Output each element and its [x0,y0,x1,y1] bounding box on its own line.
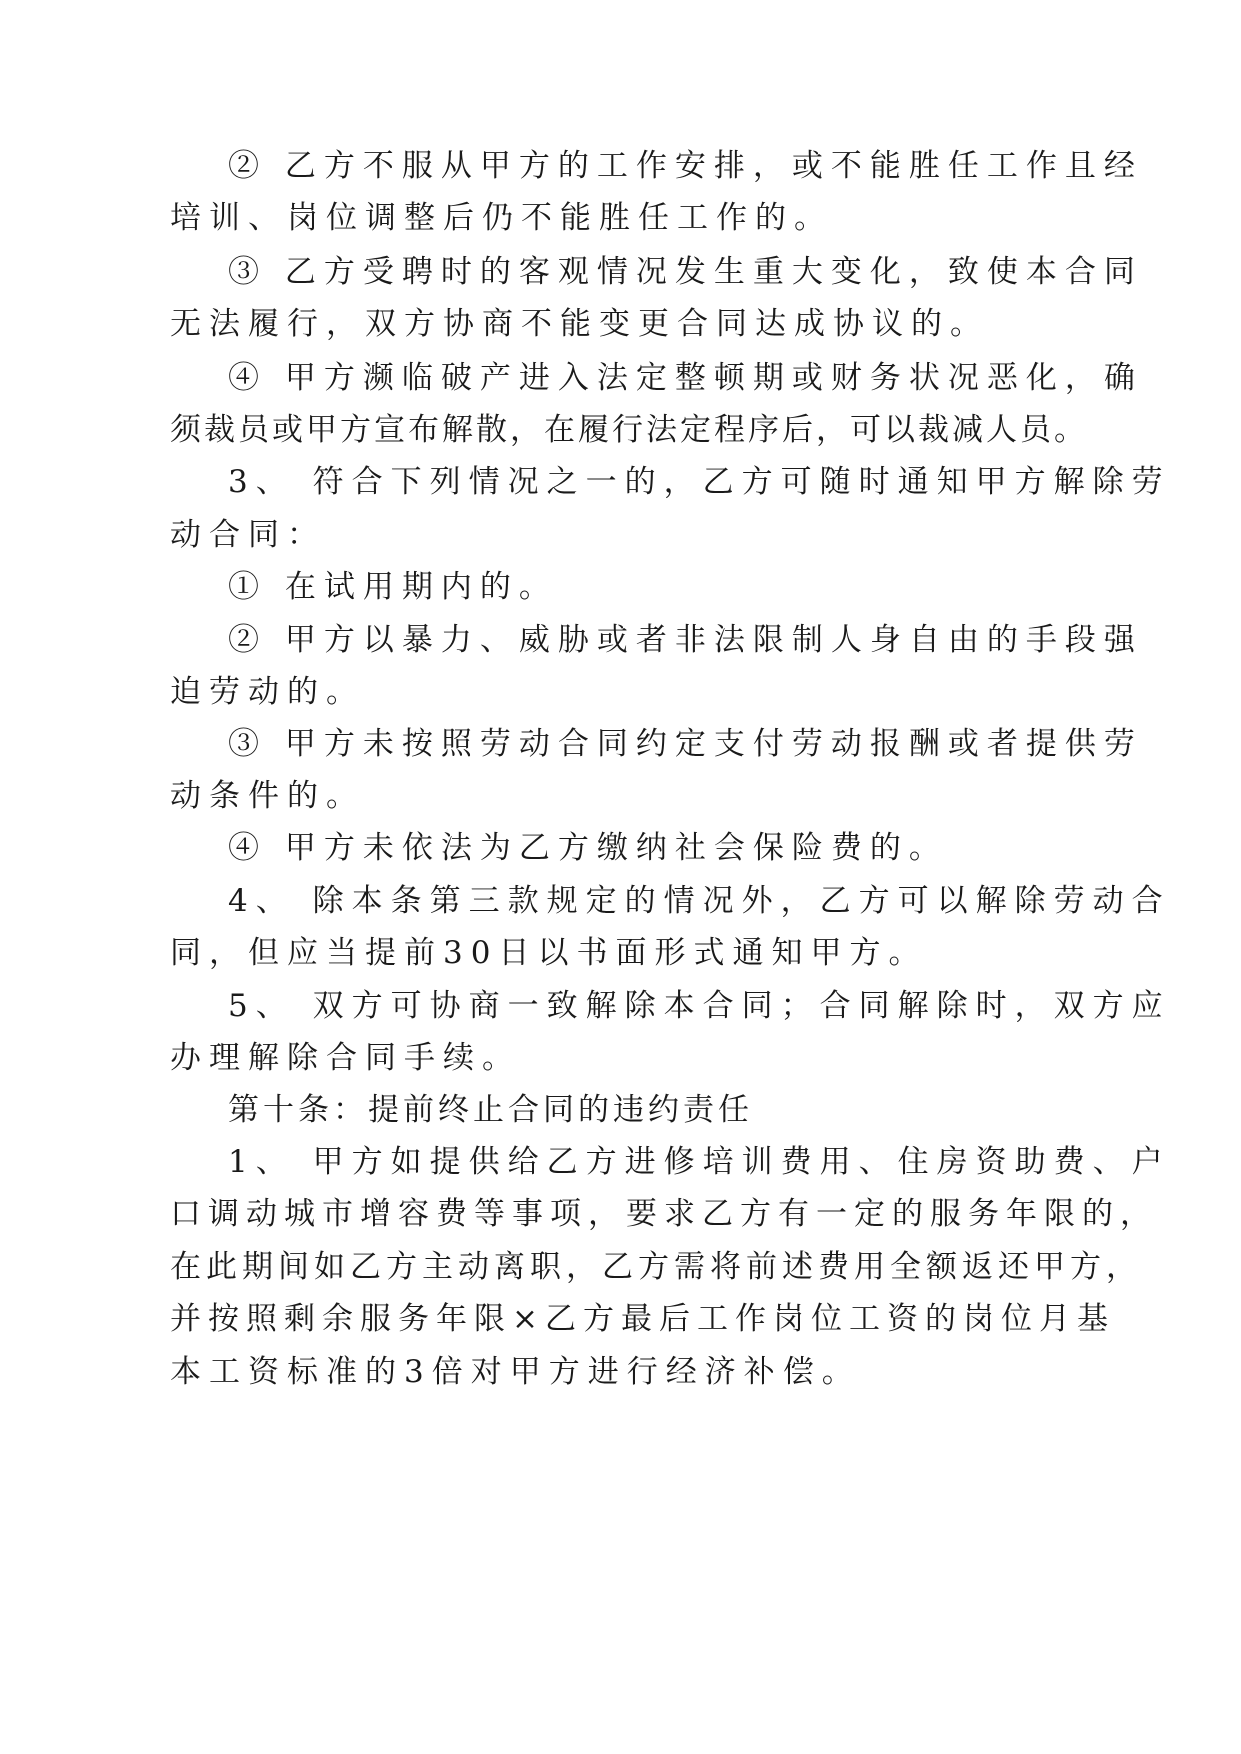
text-line: ② 甲方以暴力、威胁或者非法限制人身自由的手段强 [228,622,1143,658]
text-line: 在此期间如乙方主动离职，乙方需将前述费用全额返还甲方， [170,1249,1142,1285]
text-line: ④ 甲方未依法为乙方缴纳社会保险费的。 [228,830,948,866]
text-line: 3、 符合下列情况之一的，乙方可随时通知甲方解除劳 [228,464,1171,500]
text-line: 同，但应当提前30日以书面形式通知甲方。 [170,935,928,971]
text-line: 4、 除本条第三款规定的情况外，乙方可以解除劳动合 [228,883,1171,919]
text-line: 5、 双方可协商一致解除本合同；合同解除时，双方应 [228,988,1171,1024]
section-heading: 第十条：提前终止合同的违约责任 [228,1092,753,1128]
text-line: 口调动城市增容费等事项，要求乙方有一定的服务年限的， [170,1196,1158,1232]
text-line: ② 乙方不服从甲方的工作安排，或不能胜任工作且经 [228,148,1143,184]
text-line: 无法履行，双方协商不能变更合同达成协议的。 [170,306,989,342]
text-line: 办理解除合同手续。 [170,1040,521,1076]
text-line: ④ 甲方濒临破产进入法定整顿期或财务状况恶化，确 [228,360,1143,396]
text-line: ③ 乙方受聘时的客观情况发生重大变化，致使本合同 [228,254,1143,290]
text-line: 须裁员或甲方宣布解散，在履行法定程序后，可以裁减人员。 [170,412,1088,448]
text-line: 并按照剩余服务年限×乙方最后工作岗位工资的岗位月基 [170,1301,1115,1337]
text-line: 动条件的。 [170,778,365,814]
text-line: 迫劳动的。 [170,674,365,710]
text-line: ① 在试用期内的。 [228,569,558,605]
text-line: 培训、岗位调整后仍不能胜任工作的。 [170,200,833,236]
text-line: 本工资标准的3倍对甲方进行经济补偿。 [170,1354,861,1390]
text-line: ③ 甲方未按照劳动合同约定支付劳动报酬或者提供劳 [228,726,1143,762]
text-line: 1、 甲方如提供给乙方进修培训费用、住房资助费、户 [228,1144,1171,1180]
text-line: 动合同： [170,517,326,553]
